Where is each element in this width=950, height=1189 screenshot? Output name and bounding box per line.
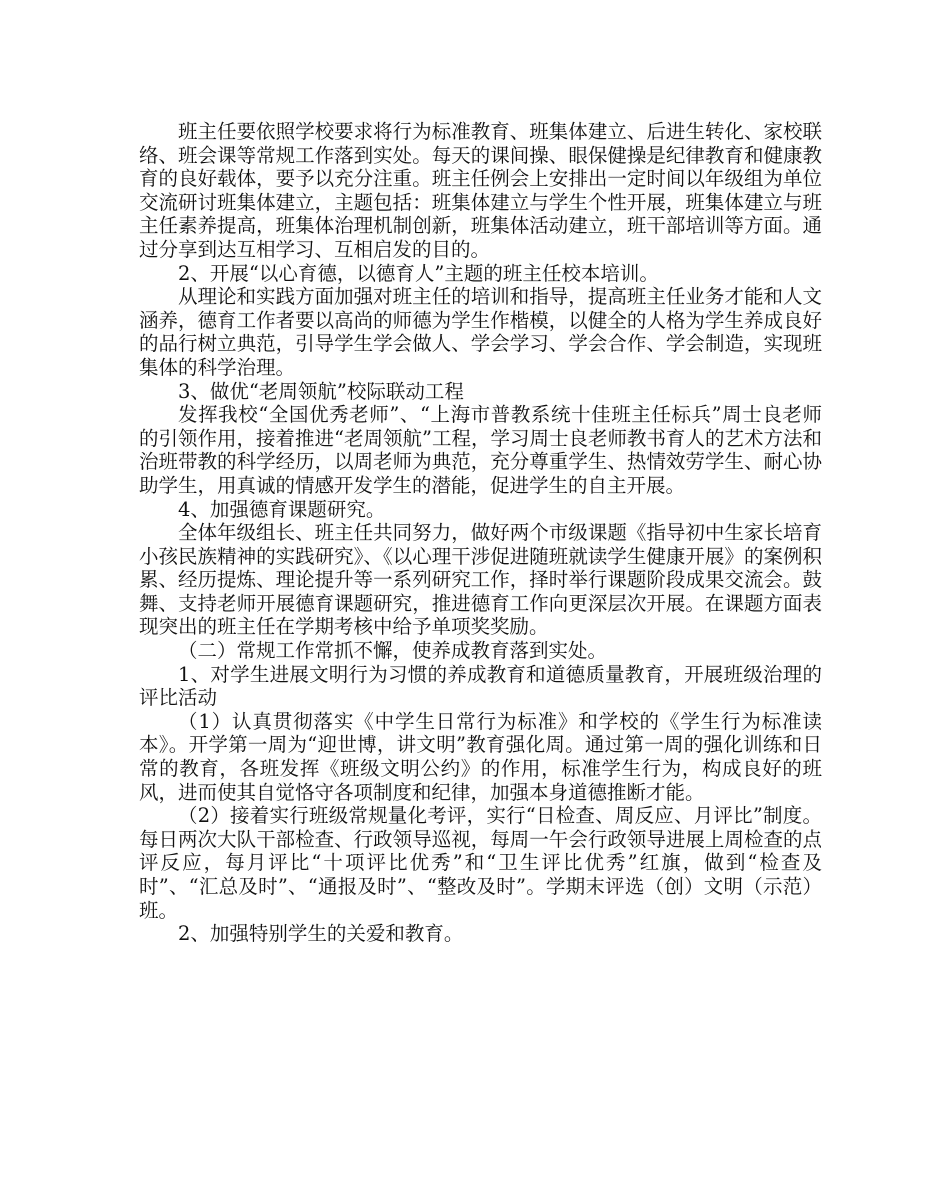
paragraph: 全体年级组长、班主任共同努力，做好两个市级课题《指导初中生家长培育小孩民族精神的实践研究》、《以心理干涉促进随班就读学生健康开展》的案例积累、经历提炼、理论提升等一系列研究工作，择时举行课题阶段成果交流会。鼓舞、支持老师开展德育课题研究，推进德育工作向更深层次开展。在课题方面表现突出的班主任在学期考核中给予单项奖奖励。 [139, 521, 822, 639]
section-heading: 3、做优“老周领航”校际联动工程 [178, 379, 464, 403]
section-heading: 2、开展“以心育德，以德育人”主题的班主任校本培训。 [178, 261, 659, 285]
paragraph: 发挥我校“全国优秀老师”、“上海市普教系统十佳班主任标兵”周士良老师的引领作用，接着推进“老周领航”工程，学习周士良老师教书育人的艺术方法和治班带教的科学经历，以周老师为典范，充分尊重学生、热情效劳学生、耐心协助学生，用真诚的情感开发学生的潜能，促进学生的自主开展。 [139, 403, 822, 497]
paragraph: （1）认真贯彻落实《中学生日常行为标准》和学校的《学生行为标准读本》。开学第一周为“迎世博，讲文明”教育强化周。通过第一周的强化训练和日常的教育，各班发挥《班级文明公约》的作用，标准学生行为，构成良好的班风，进而使其自觉恪守各项制度和纪律，加强本身道德推断才能。 [139, 709, 822, 804]
paragraph: 从理论和实践方面加强对班主任的培训和指导，提高班主任业务才能和人文涵养，德育工作者要以高尚的师德为学生作楷模，以健全的人格为学生养成良好的品行树立典范，引导学生学会做人、学会学习、学会合作、学会制造，实现班集体的科学治理。 [139, 285, 822, 379]
paragraph: 班主任要依照学校要求将行为标准教育、班集体建立、后进生转化、家校联络、班会课等常规工作落到实处。每天的课间操、眼保健操是纪律教育和健康教育的良好载体，要予以充分注重。班主任例会上安排出一定时间以年级组为单位交流研讨班集体建立，主题包括：班集体建立与学生个性开展，班集体建立与班主任素养提高，班集体治理机制创新，班集体活动建立，班干部培训等方面。通过分享到达互相学习、互相启发的目的。 [139, 120, 822, 261]
section-heading: 4、加强德育课题研究。 [178, 497, 386, 521]
section-heading: 2、加强特别学生的关爱和教育。 [178, 922, 464, 946]
document-page [139, 120, 822, 946]
section-heading: 1、对学生进展文明行为习惯的养成教育和道德质量教育，开展班级治理的评比活动 [139, 662, 822, 710]
section-heading: （二）常规工作常抓不懈，使养成教育落到实处。 [178, 639, 608, 663]
paragraph: （2）接着实行班级常规量化考评，实行“日检查、周反应、月评比”制度。每日两次大队干部检查、行政领导巡视，每周一午会行政领导进展上周检查的点评反应，每月评比“十项评比优秀”和“卫生评比优秀”红旗，做到“检查及时”、“汇总及时”、“通报及时”、“整改及时”。学期末评选（创）文明（示范）班。 [139, 804, 822, 922]
